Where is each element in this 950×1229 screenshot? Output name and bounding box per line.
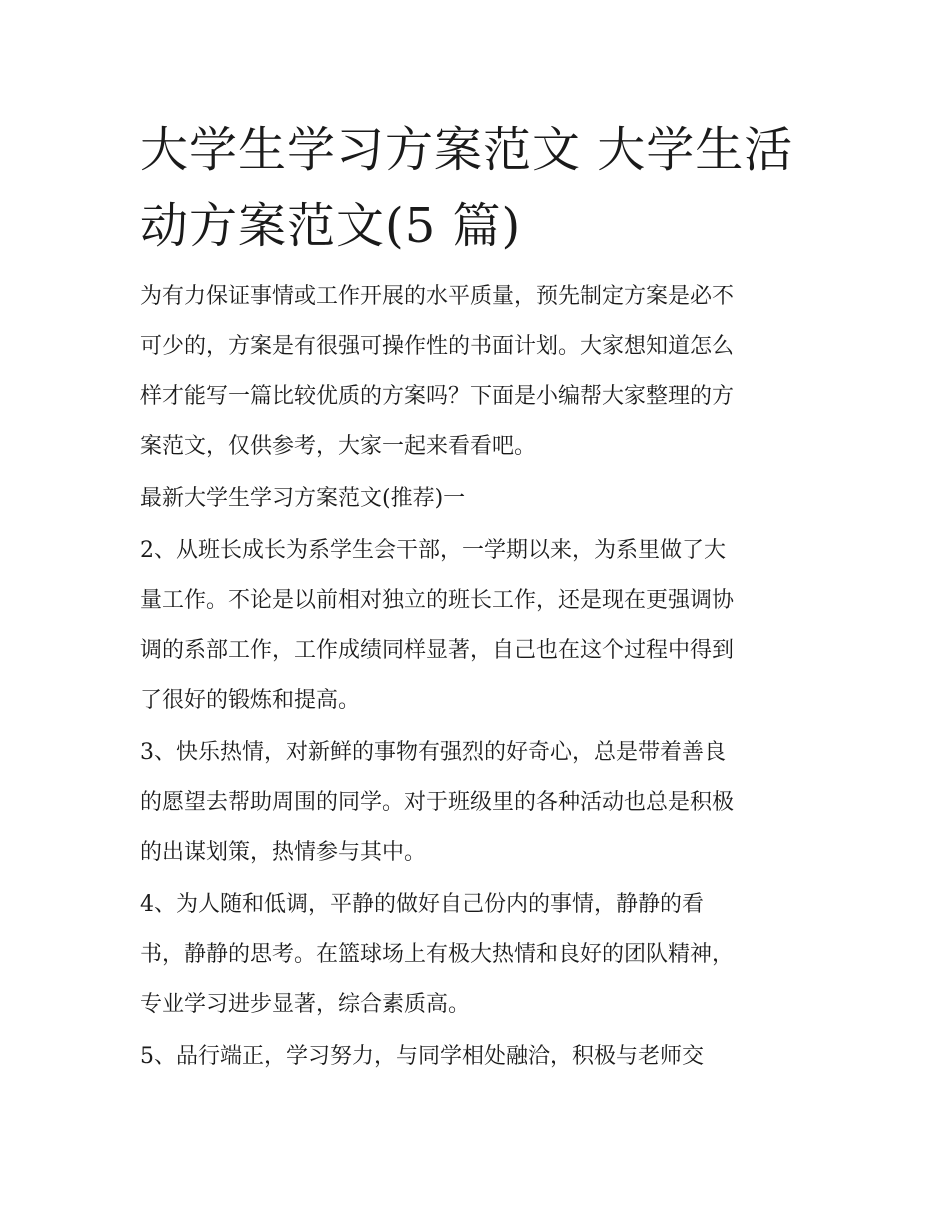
text-line: 4、为人随和低调，平静的做好自己份内的事情，静静的看 [140, 892, 704, 917]
text-line: 的愿望去帮助周围的同学。对于班级里的各种活动也总是积极 [140, 790, 735, 815]
text-line: 2、从班长成长为系学生会干部，一学期以来，为系里做了大 [140, 538, 726, 563]
text-line: 书，静静的思考。在篮球场上有极大热情和良好的团队精神， [140, 942, 735, 967]
document-title [140, 112, 815, 264]
section-heading [140, 474, 815, 524]
text-line: 样才能写一篇比较优质的方案吗？下面是小编帮大家整理的方 [140, 384, 735, 409]
text-line: 的出谋划策，热情参与其中。 [140, 840, 427, 865]
item-paragraph-3 [140, 728, 815, 878]
text-line: 为有力保证事情或工作开展的水平质量，预先制定方案是必不 [140, 284, 735, 309]
text-line: 案范文，仅供参考，大家一起来看看吧。 [140, 434, 537, 459]
title-line: 大学生学习方案范文 大学生活 [140, 122, 794, 178]
text-line: 了很好的锻炼和提高。 [140, 688, 361, 713]
item-paragraph-4 [140, 880, 815, 1030]
text-line: 5、品行端正，学习努力，与同学相处融洽，积极与老师交 [140, 1044, 704, 1069]
text-line: 可少的，方案是有很强可操作性的书面计划。大家想知道怎么 [140, 334, 735, 359]
text-line: 量工作。不论是以前相对独立的班长工作，还是现在更强调协 [140, 588, 735, 613]
text-line: 3、快乐热情，对新鲜的事物有强烈的好奇心，总是带着善良 [140, 740, 726, 765]
text-line: 调的系部工作，工作成绩同样显著，自己也在这个过程中得到 [140, 638, 735, 663]
text-line: 专业学习进步显著，综合素质高。 [140, 992, 471, 1017]
intro-paragraph [140, 272, 815, 472]
text-line: 最新大学生学习方案范文(推荐)一 [140, 486, 466, 511]
title-line: 动方案范文(5 篇) [140, 198, 522, 254]
document-page [140, 112, 815, 1084]
item-paragraph-5 [140, 1032, 815, 1082]
item-paragraph-2 [140, 526, 815, 726]
